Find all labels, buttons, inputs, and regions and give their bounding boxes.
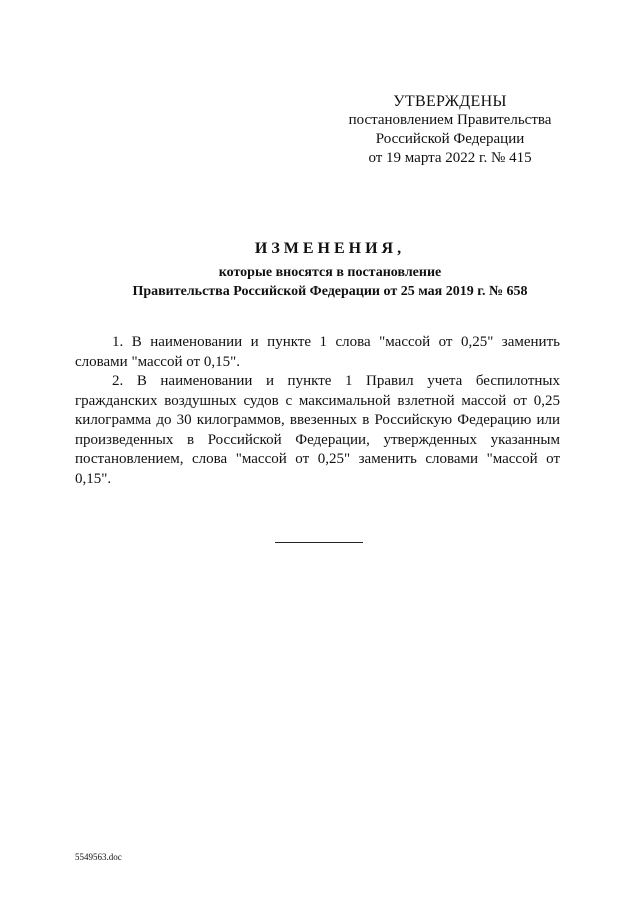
approval-line-2: Российской Федерации <box>375 131 525 147</box>
document-heading <box>70 238 590 301</box>
approval-line-3: от 19 марта 2022 г. № 415 <box>368 150 532 166</box>
approval-block <box>330 92 570 168</box>
document-title: ИЗМЕНЕНИЯ, <box>254 240 406 257</box>
approval-line-1: постановлением Правительства <box>348 112 552 128</box>
item-1: 1. В наименовании и пункте 1 слова "массой от 0,25" заменить словами "массой от 0,15". <box>75 334 560 370</box>
approval-title: УТВЕРЖДЕНЫ <box>393 93 507 110</box>
document-body <box>75 333 560 489</box>
end-separator-line <box>275 542 363 543</box>
item-2: 2. В наименовании и пункте 1 Правил учета беспилотных гражданских воздушных судов с максимальной взлетной массой от 0,25 килограмма до 30 килограммов, ввезенных в Российскую Федерацию или произведенных в Российской Федерации, утвержденных указанным постановлением, слова "массой от 0,25" заменить словами "массой от 0,15". <box>75 373 560 487</box>
document-subtitle-2: Правительства Российской Федерации от 25 мая 2019 г. № 658 <box>132 284 528 299</box>
document-subtitle-1: которые вносятся в постановление <box>218 265 442 280</box>
file-reference: 5549563.doc <box>75 852 122 862</box>
